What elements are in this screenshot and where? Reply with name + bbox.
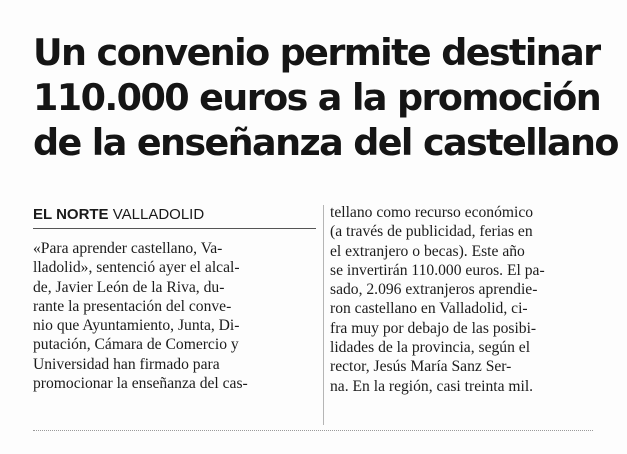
article-column-right bbox=[330, 203, 594, 396]
column-divider bbox=[323, 205, 324, 425]
body-line: nio que Ayuntamiento, Junta, Di- bbox=[33, 317, 240, 335]
body-line: promocionar la enseñanza del cas- bbox=[33, 375, 248, 393]
headline-line: 110.000 euros a la promoción bbox=[33, 76, 601, 119]
body-line: putación, Cámara de Comercio y bbox=[33, 336, 239, 354]
body-line: (a través de publicidad, ferias en bbox=[330, 223, 533, 241]
bottom-rule bbox=[33, 430, 593, 431]
body-line: ron castellano en Valladolid, ci- bbox=[330, 300, 528, 318]
body-line: Universidad han firmado para bbox=[33, 355, 220, 373]
byline bbox=[33, 206, 204, 224]
byline-outlet: EL NORTE bbox=[33, 206, 109, 223]
headline-line: de la enseñanza del castellano bbox=[33, 121, 618, 164]
body-line: rector, Jesús María Sanz Ser- bbox=[330, 358, 512, 376]
body-line: de, Javier León de la Riva, du- bbox=[33, 278, 225, 296]
body-line: na. En la región, casi treinta mil. bbox=[330, 377, 534, 395]
byline-location: VALLADOLID bbox=[112, 206, 205, 223]
body-line: lidades de la provincia, según el bbox=[330, 339, 531, 357]
article-column-left bbox=[33, 239, 317, 393]
byline-rule bbox=[33, 228, 316, 229]
headline-line: Un convenio permite destinar bbox=[33, 31, 600, 74]
body-line: el extranjero o becas). Este año bbox=[330, 242, 525, 260]
body-line: se invertirán 110.000 euros. El pa- bbox=[330, 261, 545, 279]
body-line: tellano como recurso económico bbox=[330, 204, 534, 221]
headline bbox=[33, 30, 618, 165]
body-line: fra muy por debajo de las posibi- bbox=[330, 319, 537, 337]
body-line: sado, 2.096 extranjeros aprendie- bbox=[330, 281, 538, 299]
body-line: lladolid», sentenció ayer el alcal- bbox=[33, 259, 240, 277]
body-line: rante la presentación del conve- bbox=[33, 297, 232, 315]
body-line: «Para aprender castellano, Va- bbox=[33, 240, 223, 257]
